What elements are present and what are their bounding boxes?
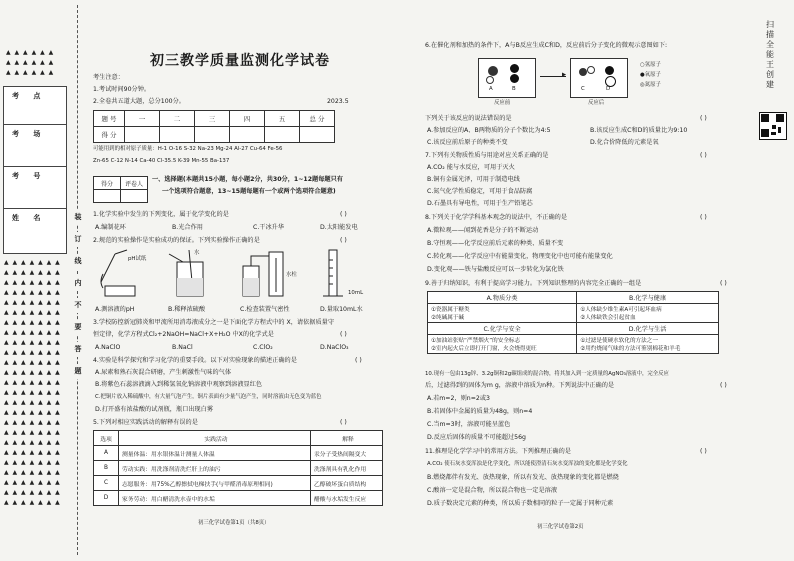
q9-cell-c-line-1: ①加油站张贴“严禁烟火”的安全标志 bbox=[431, 338, 521, 344]
score-header: 总 分 bbox=[300, 111, 335, 127]
reaction-arrowhead-icon: ▶ bbox=[562, 72, 567, 78]
q10-stem-cont: 后，过滤得到的固体为m g，溶液中溶质为n种。下列说法中正确的是 bbox=[425, 382, 615, 389]
q3-option-a: A.NaClO bbox=[95, 344, 121, 351]
q9-cell-a bbox=[428, 304, 577, 323]
exam-number-box bbox=[3, 166, 67, 212]
q3-option-c: C.ClO₂ bbox=[253, 344, 273, 351]
q11-answer-paren[interactable]: ( ) bbox=[700, 448, 707, 455]
q11-stem: 11.推理是化学学习中的常用方法。下列推理正确的是 bbox=[425, 448, 571, 455]
airtight-check-figure bbox=[243, 252, 283, 296]
q11-option-c: C.酸溶一定是混合物，所以混合物也一定是溶液 bbox=[427, 487, 558, 494]
grader-name-cell[interactable] bbox=[121, 190, 148, 203]
q11-option-a: A.CO₂ 使石灰水变浑浊是化学变化，所以能使澄清石灰水变浑浊的变化都是化学变化 bbox=[427, 461, 628, 467]
q9-cell-d-header: D.化学与生活 bbox=[577, 323, 719, 335]
exam-number-label: 考 号 bbox=[12, 172, 47, 180]
exam-date: 2023.5 bbox=[327, 98, 349, 105]
exam-site-label: 考 点 bbox=[12, 92, 47, 100]
score-header: 一 bbox=[125, 111, 160, 127]
q6-letter-b: B bbox=[512, 86, 516, 92]
q9-cell-b-line-2: ②人体缺铁会引起贫血 bbox=[580, 315, 636, 321]
table-row bbox=[94, 446, 383, 461]
q4-option-d: D.打开盛有浓盐酸的试剂瓶，瓶口出现白雾 bbox=[95, 406, 214, 413]
score-cell[interactable] bbox=[195, 127, 230, 143]
exam-room-label: 考 场 bbox=[12, 130, 47, 138]
grader-score-cell[interactable] bbox=[94, 190, 121, 203]
q5-cell: D bbox=[94, 491, 119, 506]
score-header: 三 bbox=[195, 111, 230, 127]
binding-char: 答 bbox=[72, 342, 84, 357]
atomic-mass-line-2: Zn-65 C-12 N-14 Ca-40 Cl-35.5 K-39 Mn-55 Ba-137 bbox=[93, 158, 230, 164]
q6-before-caption: 反应前 bbox=[494, 100, 511, 106]
q5-header-option: 选项 bbox=[94, 431, 119, 446]
q7-answer-paren[interactable]: ( ) bbox=[700, 152, 707, 159]
graduated-cylinder-figure bbox=[323, 250, 343, 296]
q10-option-c: C.当m=3时，溶液可能呈蓝色 bbox=[427, 421, 511, 428]
score-cell[interactable] bbox=[125, 127, 160, 143]
legend-oxygen: ●氧原子 bbox=[640, 72, 661, 78]
name-box bbox=[3, 208, 67, 254]
q5-header-explain: 解释 bbox=[311, 431, 383, 446]
q8-option-d: D.变化观——铁与盐酸反应可以一步转化为氯化铁 bbox=[427, 266, 564, 273]
q1-option-c: C.干冰升华 bbox=[253, 224, 285, 231]
triangle-pattern-top: ▲ ▲ ▲ ▲ ▲ ▲ ▲ ▲ ▲ ▲ ▲ ▲ ▲ ▲ ▲ ▲ ▲ ▲ bbox=[6, 49, 55, 76]
binding-char: 线 bbox=[72, 254, 84, 269]
q3-stem-cont: 恒定律，化学方程式Cl₂+2NaOH=NaCl+X+H₂O 中X的化学式是 bbox=[93, 331, 274, 338]
q5-cell: A bbox=[94, 446, 119, 461]
q5-cell: 家务劳动：用白醋清洗水壶中的水垢 bbox=[119, 491, 311, 506]
q8-option-c: C.转化观——化学反应中有能量变化，物理变化中也可能有能量变化 bbox=[427, 253, 613, 260]
q4-option-b: B.将紫色石蕊溶液滴入到稀氢氧化钠溶液中观察到溶液显红色 bbox=[95, 381, 263, 388]
q2-fig-label-water: 水 bbox=[194, 250, 200, 256]
q5-answer-paren[interactable]: ( ) bbox=[340, 419, 347, 426]
molecule-c-icon bbox=[579, 68, 587, 76]
q5-activity-table bbox=[93, 430, 383, 506]
q2-fig-label-10ml: 10mL bbox=[348, 290, 364, 296]
q5-stem: 5.下列对相应实践活动的解释有误的是 bbox=[93, 419, 198, 426]
q6-letter-a: A bbox=[489, 86, 493, 92]
q3-option-b: B.NaCl bbox=[172, 344, 193, 351]
q9-cell-c-header: C.化学与安全 bbox=[428, 323, 577, 335]
q6-option-b: B.该反应生成C和D的质量比为9:10 bbox=[590, 127, 688, 134]
q8-stem: 8.下列关于化学学科基本观念的说法中，不正确的是 bbox=[425, 214, 568, 221]
q6-option-a: A.参加反应的A、B两物质的分子个数比为4:5 bbox=[427, 127, 551, 134]
q10-option-b: B.若固体中金属的质量为48g，则n=4 bbox=[427, 408, 533, 415]
q5-cell: 汞分子受热间隔变大 bbox=[311, 446, 383, 461]
q11-option-d: D.质子数决定元素的种类，所以质子数相同的粒子一定属于同种元素 bbox=[427, 500, 614, 507]
score-table bbox=[93, 110, 335, 143]
q9-cell-d-line-1: ①过滤是使硬水软化的方法之一 bbox=[580, 338, 658, 344]
table-row bbox=[94, 461, 383, 476]
q6-answer-paren[interactable]: ( ) bbox=[700, 115, 707, 122]
q6-letter-c: C bbox=[581, 86, 585, 92]
legend-nitrogen: ◎氮原子 bbox=[640, 82, 661, 88]
q9-cell-c bbox=[428, 335, 577, 354]
score-cell[interactable] bbox=[300, 127, 335, 143]
q10-answer-paren[interactable]: ( ) bbox=[720, 382, 727, 389]
notice-line-2: 2.全卷共五道大题，总分100分。 bbox=[93, 98, 185, 105]
triangle-pattern-bottom: ▲ ▲ ▲ ▲ ▲ ▲ ▲ ▲ ▲ ▲ ▲ ▲ ▲ ▲ ▲ ▲ ▲ ▲ ▲ ▲ ▲ ▲ ▲ ▲ ▲ ▲ ▲ ▲ ▲ ▲ ▲ ▲ ▲ ▲ ▲ ▲ ▲ ▲ ▲ ▲ ▲ ▲ ▲ ▲ ▲ ▲ ▲ ▲ ▲ ▲ ▲ ▲ ▲ ▲ ▲ ▲ ▲ ▲ ▲ ▲ ▲ ▲ ▲ ▲ ▲ ▲ ▲ ▲ ▲ ▲ ▲ ▲ ▲ ▲ ▲ ▲ ▲ ▲ ▲ ▲ ▲ ▲ ▲ ▲ ▲ ▲ ▲ ▲ ▲ ▲ ▲ ▲ ▲ ▲ ▲ ▲ ▲ ▲ ▲ ▲ ▲ ▲ ▲ ▲ ▲ ▲ ▲ ▲ ▲ ▲ ▲ ▲ ▲ ▲ ▲ ▲ ▲ ▲ ▲ ▲ ▲ ▲ ▲ ▲ ▲ ▲ ▲ ▲ ▲ ▲ ▲ ▲ ▲ ▲ ▲ ▲ ▲ ▲ ▲ ▲ ▲ ▲ ▲ ▲ ▲ ▲ ▲ ▲ ▲ ▲ ▲ ▲ ▲ ▲ ▲ ▲ ▲ ▲ ▲ ▲ ▲ ▲ ▲ ▲ ▲ ▲ ▲ ▲ ▲ ▲ ▲ ▲ ▲ ▲ ▲ bbox=[4, 259, 61, 506]
q2-fig-label-column: 水柱 bbox=[286, 272, 297, 278]
grader-score-label: 得分 bbox=[94, 177, 121, 190]
legend-hydrogen: ○氢原子 bbox=[640, 62, 661, 68]
q5-cell: B bbox=[94, 461, 119, 476]
score-header: 四 bbox=[230, 111, 265, 127]
notice-line-1: 1.考试时间90分钟。 bbox=[93, 86, 151, 93]
q9-cell-a-line-1: ①瓷器属于糖类 bbox=[431, 307, 470, 313]
q2-option-c: C.检查装置气密性 bbox=[240, 306, 290, 313]
grader-name-label: 评卷人 bbox=[121, 177, 148, 190]
q5-cell: 志愿服务：用75%乙醇擦拭电梯扶手(与甲醛消毒原理相同) bbox=[119, 476, 311, 491]
grader-box bbox=[93, 176, 148, 203]
page-title: 初三教学质量监测化学试卷 bbox=[150, 53, 330, 69]
q4-stem: 4.实验是科学探究和学习化学的重要手段。以下对实验现象的描述正确的是 bbox=[93, 357, 297, 364]
q2-stem: 2.规范的实验操作是实验成功的保证。下列实验操作正确的是 bbox=[93, 237, 260, 244]
q5-cell: 醋酸与水垢发生反应 bbox=[311, 491, 383, 506]
score-header: 二 bbox=[160, 111, 195, 127]
q11-option-b: B.燃烧都伴有发光、放热现象，所以有发光、放热现象的变化都是燃烧 bbox=[427, 474, 619, 481]
q1-answer-paren[interactable]: ( ) bbox=[340, 211, 347, 218]
q9-cell-b bbox=[577, 304, 719, 323]
q5-cell: C bbox=[94, 476, 119, 491]
q9-cell-b-line-1: ①人体缺少维生素A可引起坏血病 bbox=[580, 307, 662, 313]
page-1-footer: 初三化学试卷第1页（共8页） bbox=[198, 520, 270, 526]
notice-heading: 考生注意： bbox=[93, 74, 124, 81]
molecule-a-icon bbox=[488, 66, 498, 76]
q7-stem: 7.下列有关物质性质与用途对应关系正确的是 bbox=[425, 152, 549, 159]
binding-char: 不 bbox=[72, 298, 84, 313]
molecule-d-icon bbox=[605, 66, 614, 75]
binding-char: 内 bbox=[72, 276, 84, 291]
q2-fig-label-ph: pH试纸 bbox=[128, 256, 147, 262]
score-header: 题 号 bbox=[94, 111, 125, 127]
q10-option-d: D.反应后固体的质量不可能超过56g bbox=[427, 434, 526, 441]
q1-option-a: A.编制花环 bbox=[95, 224, 126, 231]
q9-answer-paren[interactable]: ( ) bbox=[720, 280, 727, 287]
q4-answer-paren[interactable]: ( ) bbox=[355, 357, 362, 364]
q7-option-a: A.CO₂ 能与水反应，可用于灭火 bbox=[427, 164, 515, 171]
molecule-b2-icon bbox=[510, 74, 519, 83]
q1-option-d: D.太阳能发电 bbox=[320, 224, 358, 231]
page-2-footer: 初三化学试卷第2页 bbox=[537, 524, 584, 530]
q1-option-b: B.光合作用 bbox=[172, 224, 203, 231]
exam-room-box bbox=[3, 124, 67, 170]
qr-code-icon bbox=[759, 112, 787, 140]
section-1-heading-cont: 一个选项符合题意，13~15题每题有一个或两个选项符合题意) bbox=[162, 188, 336, 195]
q6-question: 下列关于该反应的说法错误的是 bbox=[425, 115, 512, 122]
q5-cell: 洗涤剂具有乳化作用 bbox=[311, 461, 383, 476]
q8-answer-paren[interactable]: ( ) bbox=[700, 214, 707, 221]
table-row bbox=[94, 491, 383, 506]
binding-char: 要 bbox=[72, 320, 84, 335]
score-row-label: 得 分 bbox=[94, 127, 125, 143]
section-1-heading: 一、选择题(本题共15小题，每小题2分，共30分，1~12题每题只有 bbox=[152, 176, 343, 183]
q7-option-b: B.铜有金属光泽，可用于制造电线 bbox=[427, 176, 520, 183]
binding-char: 题 bbox=[72, 364, 84, 379]
scanner-watermark: 扫描全能王 创建 bbox=[766, 20, 774, 89]
q9-knowledge-table bbox=[427, 291, 719, 354]
q5-cell: 测量体温：用水银体温计测量人体温 bbox=[119, 446, 311, 461]
q9-cell-d bbox=[577, 335, 719, 354]
q6-after-box bbox=[570, 58, 628, 98]
q2-answer-paren[interactable]: ( ) bbox=[340, 237, 347, 244]
q10-stem: 10.现有一包由13g锌、3.2g铜和2g碳组成的混合物，将其加入到一定质量的AgNO₃溶液中，完全反应 bbox=[425, 371, 669, 377]
q9-cell-c-line-2: ②室内起火后立即打开门窗，火会烧得更旺 bbox=[431, 346, 537, 352]
q10-option-a: A.若m=2，则n=2或3 bbox=[427, 395, 490, 402]
name-label: 姓 名 bbox=[12, 214, 47, 222]
q9-cell-a-line-2: ②纯碱属于碱 bbox=[431, 315, 464, 321]
score-cell[interactable] bbox=[160, 127, 195, 143]
q5-cell: 乙醇破坏蛋白质结构 bbox=[311, 476, 383, 491]
q3-answer-paren[interactable]: ( ) bbox=[340, 331, 347, 338]
score-cell[interactable] bbox=[265, 127, 300, 143]
q5-header-activity: 实践活动 bbox=[119, 431, 311, 446]
q9-cell-b-header: B.化学与健康 bbox=[577, 292, 719, 304]
molecule-c-h-icon bbox=[587, 66, 595, 74]
q2-option-b: B.稀释浓硫酸 bbox=[168, 306, 206, 313]
atomic-mass-line-1: 可能用到的相对原子质量：H-1 O-16 S-32 Na-23 Mg-24 Al-27 Cu-64 Fe-56 bbox=[93, 146, 283, 152]
q4-option-c: C.把铜片放入稀硫酸中，有大量气泡产生，铜片表面有少量气泡产生，同时溶液由无色变为蓝色 bbox=[95, 394, 322, 400]
q1-stem: 1.化学实验中发生的下列变化，属于化学变化的是 bbox=[93, 211, 229, 218]
q6-after-caption: 反应后 bbox=[588, 100, 605, 106]
q7-option-d: D.石墨具有导电性，可用于生产铅笔芯 bbox=[427, 200, 533, 207]
q6-option-c: C.该反应前后原子的种类不变 bbox=[427, 139, 508, 146]
q3-option-d: D.NaClO₃ bbox=[320, 344, 349, 351]
q9-cell-d-line-2: ②用灼烧闻气味的方法可鉴别棉花和羊毛 bbox=[580, 346, 681, 352]
q9-cell-a-header: A.物质分类 bbox=[428, 292, 577, 304]
q8-option-b: B.守恒观——化学反应前后元素的种类、质量不变 bbox=[427, 240, 564, 247]
q4-option-a: A.尿素和熟石灰混合研磨，产生刺激性气味的气体 bbox=[95, 369, 232, 376]
table-row bbox=[94, 476, 383, 491]
q5-cell: 劳动实践：用洗涤剂清洗烂肝上的油污 bbox=[119, 461, 311, 476]
q9-stem: 9.善于归纳知识，有利于提高学习能力。下列知识整理的内容完全正确的一组是 bbox=[425, 280, 642, 287]
q7-option-c: C.氮气化学性质稳定，可用于食品防腐 bbox=[427, 188, 533, 195]
q8-option-a: A.微粒观——闻到花香是分子的不断运动 bbox=[427, 227, 539, 234]
molecule-a-h-icon bbox=[486, 76, 494, 84]
binding-char: 订 bbox=[72, 232, 84, 247]
q6-option-d: D.化合价降低的元素是氧 bbox=[590, 139, 659, 146]
q2-option-a: A.测溶液的pH bbox=[95, 306, 135, 313]
q6-letter-d: D bbox=[606, 86, 611, 92]
q6-stem: 6.在催化剂和加热的条件下，A与B反应生成C和D，反应前后分子变化的微观示意图如下: bbox=[425, 42, 668, 49]
q3-stem: 3.学校防控新冠肺炎和甲流所用消毒液成分之一是下面化学方程式中的 X，请依据质量守 bbox=[93, 319, 335, 326]
score-cell[interactable] bbox=[230, 127, 265, 143]
binding-char: 装 bbox=[72, 210, 84, 225]
score-header: 五 bbox=[265, 111, 300, 127]
molecule-b-icon bbox=[510, 64, 519, 73]
q2-option-d: D.量取10mL水 bbox=[320, 306, 363, 313]
